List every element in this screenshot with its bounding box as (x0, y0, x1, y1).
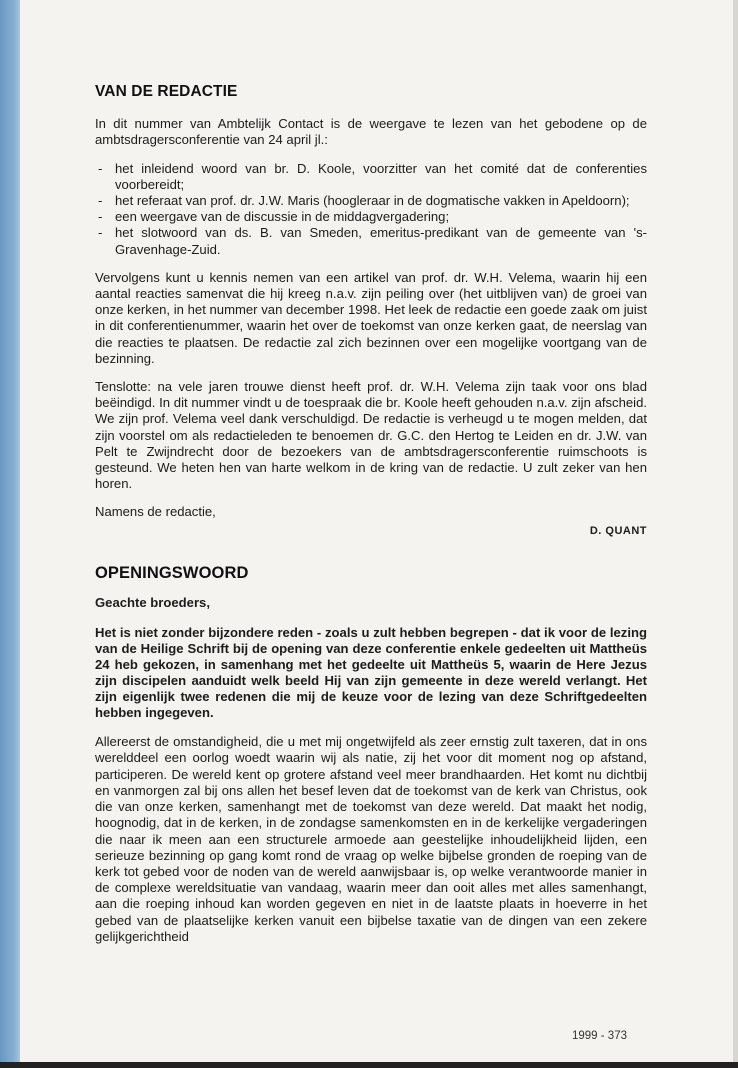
binding-spine (0, 0, 20, 1062)
closing-line: Namens de redactie, (95, 504, 216, 520)
list-item: - het inleidend woord van br. D. Koole, voorzitter van het comité dat de conferenties voorbereidt; (95, 161, 647, 193)
intro-paragraph: In dit nummer van Ambtelijk Contact is de weergave te lezen van het gebodene op de ambtsdragersconferentie van 24 april jl.: (95, 116, 647, 148)
salutation: Geachte broeders, (95, 595, 210, 611)
page-content (95, 84, 647, 957)
body-paragraph: Vervolgens kunt u kennis nemen van een artikel van prof. dr. W.H. Velema, waarin hij een aantal reacties samenvat die hij kreeg n.a.v. zijn peiling over (het uitblijven van) de groei van onze kerken, in het nummer van december 1998. Het leek de redactie een goede zaak om juist in dit conferentienummer, waarin het over de toekomst van onze kerken gaat, de neerslag van die reacties te plaatsen. De redactie zal zich bezinnen over een mogelijke voortgang van de bezinning. (95, 269, 647, 366)
list-item: - het referaat van prof. dr. J.W. Maris (hoogleraar in de dogmatische vakken in Apeldoorn); (95, 193, 647, 209)
body-paragraph: Allereerst de omstandigheid, die u met mij ongetwijfeld als zeer ernstig zult taxeren, dat in ons werelddeel een oorlog woedt waarin wij als natie, zij het voor dit moment nog op afstand, participeren. De wereld kent op grotere afstand veel meer brandhaarden. Het komt nu dichtbij en vanmorgen zal bij ons allen het besef leven dat de toekomst van de kerk van Christus, ook die van onze kerken, samenhangt met de toekomst van deze wereld. Dat maakt het nodig, hoognodig, dat in de kerken, in de zondagse samenkomsten en in de kerkelijke vergaderingen die naar ik meen aan een structurele armoede aan geestelijke inhoudelijkheid lijden, een serieuze bezinning op gang komt rond de vraag op welke bijbelse gronden de roeping van de kerk tot gebed voor de noden van de wereld aanwijsbaar is, op welke verantwoorde manier in de complexe wereldsituatie van vandaag, waarin meer dan ooit alles met alles samenhangt, aan die roeping inhoud kan worden gegeven en niet in de laatste plaats in hoeverre in het gebed van de plaatselijke kerken vanuit een bijbelse taxatie van de dingen van een zekere gelijkgerichtheid (95, 734, 647, 944)
list-item: - het slotwoord van ds. B. van Smeden, emeritus-predikant van de gemeente van 's-Gravenhage-Zuid. (95, 225, 647, 257)
bold-intro-paragraph: Het is niet zonder bijzondere reden - zoals u zult hebben begrepen - dat ik voor de lezing van de Heilige Schrift bij de opening van deze conferentie enkele gedeelten uit Mattheüs 24 heb gekozen, in samenhang met het gedeelte uit Mattheüs 5, waarin de Here Jezus zijn discipelen aanduidt welk beeld Hij van zijn gemeente in deze wereld verlangt. Het zijn eigenlijk twee redenen die mij de keuze voor de lezing van deze Schriftgedeelten hebben ingegeven. (95, 625, 647, 721)
section-heading-redactie: VAN DE REDACTIE (95, 83, 238, 100)
page-number: 1999 - 373 (572, 1030, 627, 1042)
program-list (95, 161, 647, 258)
signature: D. QUANT (589, 524, 647, 537)
body-paragraph: Tenslotte: na vele jaren trouwe dienst heeft prof. dr. W.H. Velema zijn taak voor ons blad beëindigd. In dit nummer vindt u de toespraak die br. Koole heeft gehouden n.a.v. zijn afscheid. We zijn prof. Velema veel dank verschuldigd. De redactie is verheugd u te mogen melden, dat zijn voorstel om als redactieleden te benoemen dr. G.C. den Hertog te Leiden en dr. J.W. van Pelt te Zwijndrecht door de bezoekers van de ambtsdragersconferentie ruimschoots is gesteund. We heten hen van harte welkom in de kring van de redactie. U zult zeker van hen horen. (95, 379, 647, 492)
list-item: - een weergave van de discussie in de middagvergadering; (95, 209, 647, 225)
section-heading-openingswoord: OPENINGSWOORD (95, 563, 249, 582)
page-edge (733, 0, 738, 1062)
